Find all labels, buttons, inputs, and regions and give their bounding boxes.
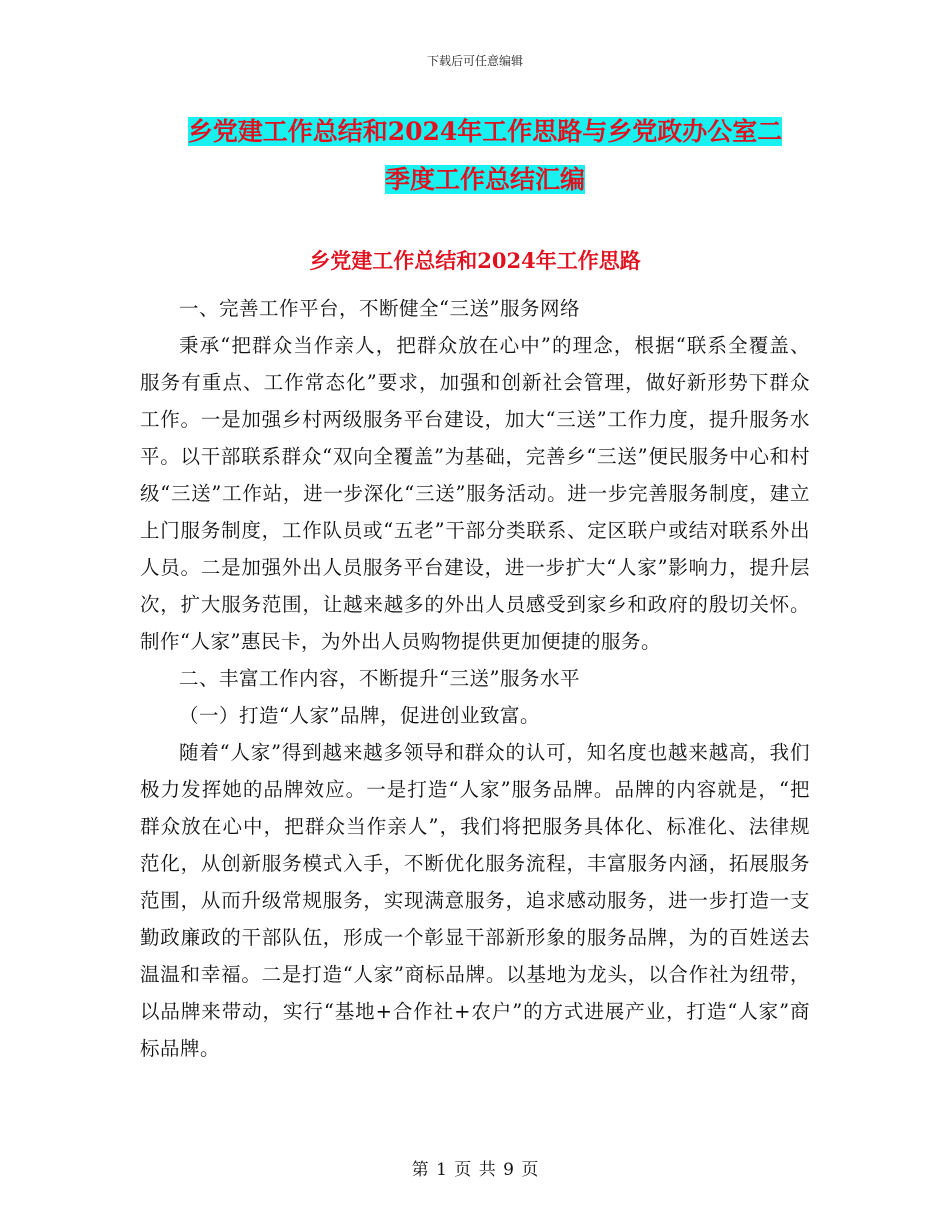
document-title-line1: 乡党建工作总结和2024年工作思路与乡党政办公室二 bbox=[187, 117, 783, 146]
heading-2: 二、丰富工作内容，不断提升“三送”服务水平 bbox=[179, 667, 580, 690]
section-title: 乡党建工作总结和2024年工作思路 bbox=[309, 248, 641, 273]
paragraph-1: 秉承“把群众当作亲人，把群众放在心中”的理念，根据“联系全覆盖、服务有重点、工作常态化”要求，加强和创新社会管理，做好新形势下群众工作。一是加强乡村两级服务平台建设，加大“三送”工作力度，提升服务水平。以干部联系群众“双向全覆盖”为基础，完善乡“三送”便民服务中心和村级“三送”工作站，进一步深化“三送”服务活动。进一步完善服务制度，建立上门服务制度，工作队员或“五老”干部分类联系、定区联户或结对联系外出人员。二是加强外出人员服务平台建设，进一步扩大“人家”影响力，提升层次，扩大服务范围，让越来越多的外出人员感受到家乡和政府的殷切关怀。制作“人家”惠民卡，为外出人员购物提供更加便捷的服务。 bbox=[140, 334, 810, 653]
paragraph-2: 随着“人家”得到越来越多领导和群众的认可，知名度也越来越高，我们极力发挥她的品牌效应。一是打造“人家”服务品牌。品牌的内容就是，“把群众放在心中，把群众当作亲人”，我们将把服务具体化、标准化、法律规范化，从创新服务模式入手，不断优化服务流程，丰富服务内涵，拓展服务范围，从而升级常规服务，实现满意服务，追求感动服务，进一步打造一支勤政廉政的干部队伍，形成一个彰显干部新形象的服务品牌，为的百姓送去温温和幸福。二是打造“人家”商标品牌。以基地为龙头，以合作社为纽带，以品牌来带动，实行“基地+合作社+农户”的方式进展产业，打造“人家”商标品牌。 bbox=[140, 741, 810, 1060]
document-title bbox=[140, 108, 830, 204]
page-footer: 第 1 页 共 9 页 bbox=[411, 1160, 539, 1180]
document-body bbox=[140, 290, 810, 1067]
page-header-note: 下载后可任意编辑 bbox=[426, 54, 523, 68]
document-title-line2: 季度工作总结汇编 bbox=[384, 165, 585, 194]
subheading-1: （一）打造“人家”品牌，促进创业致富。 bbox=[179, 704, 540, 727]
heading-1: 一、完善工作平台，不断健全“三送”服务网络 bbox=[179, 297, 580, 320]
